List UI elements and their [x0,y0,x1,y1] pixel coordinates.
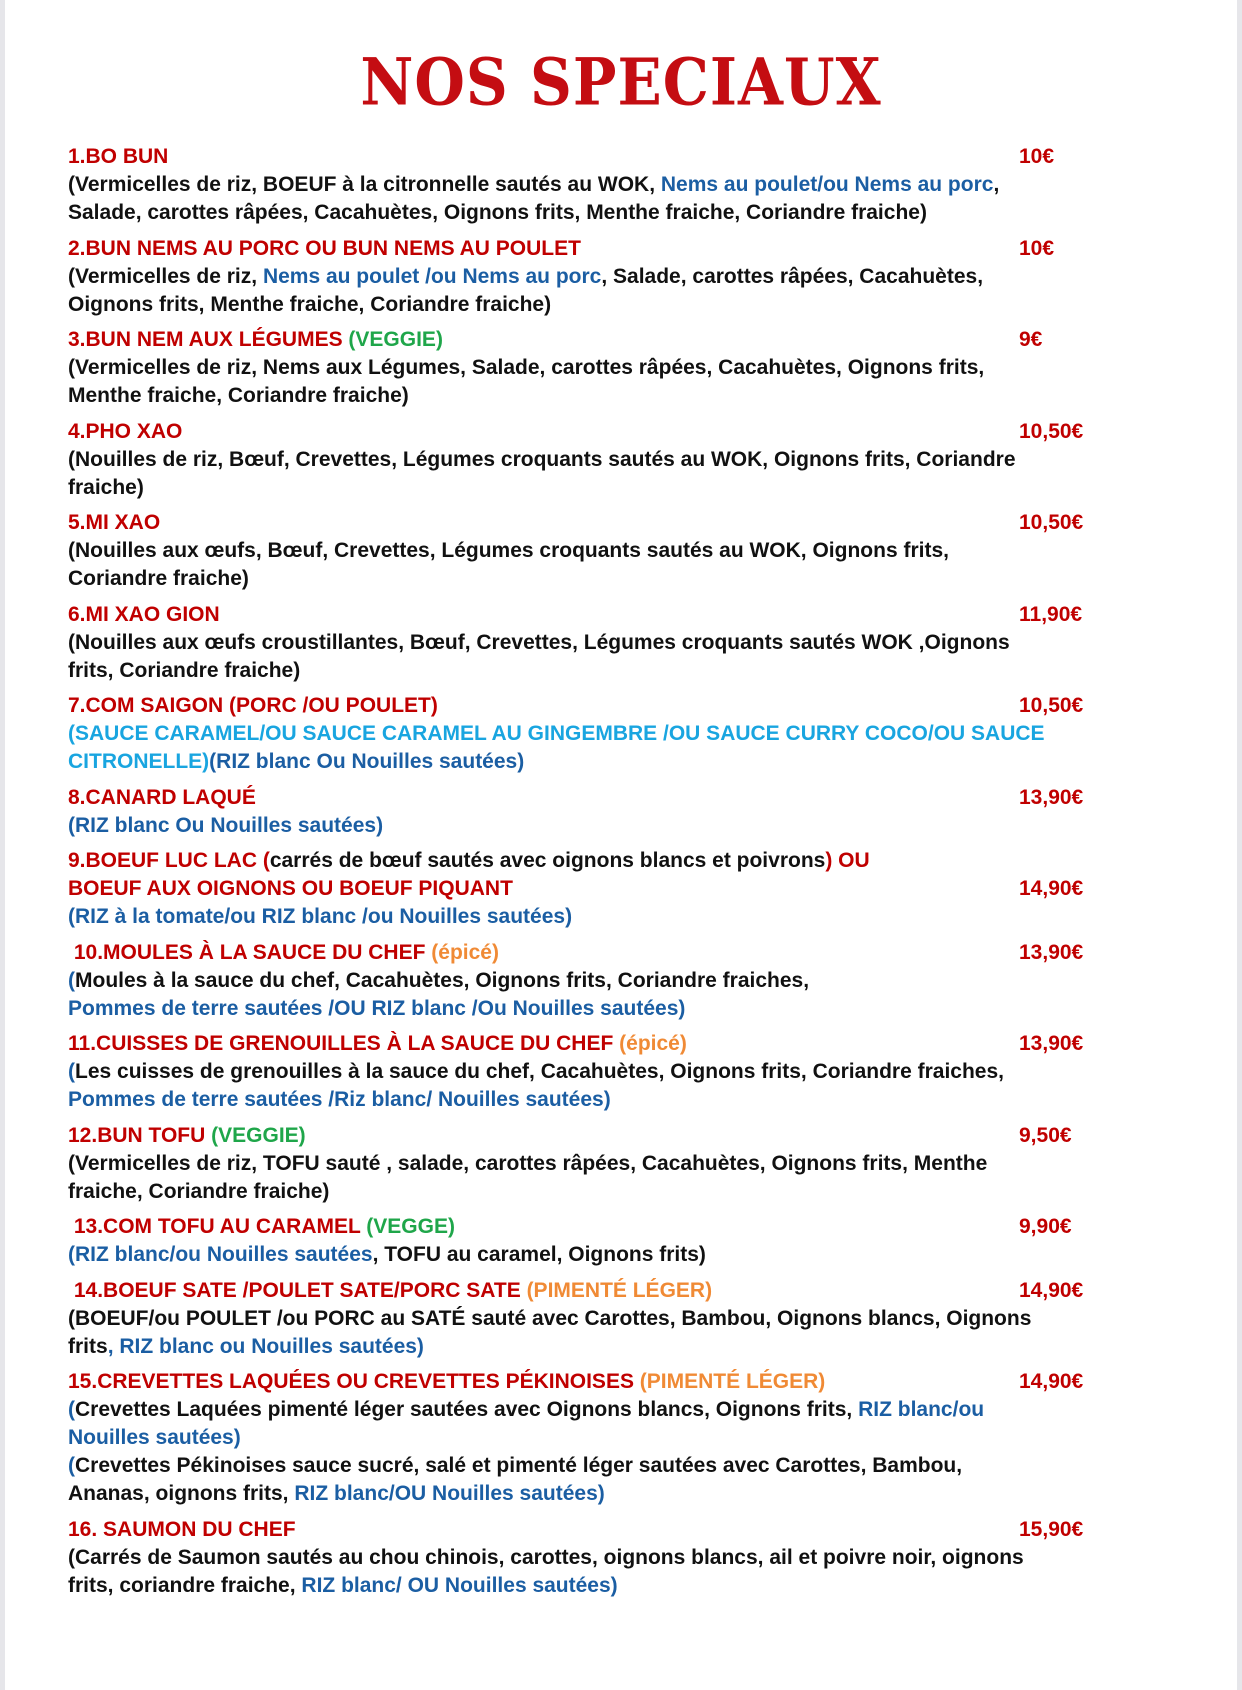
menu-item [68,1277,1188,1361]
item-description-text: (Nouilles de riz, Bœuf, Crevettes, Légumes croquants sautés au WOK, Oignons frits, Coriandre [68,447,1016,471]
item-description [68,446,1188,474]
item-description-text: Pommes de terre sautées /Riz blanc/ Nouilles sautées) [68,1088,611,1111]
item-heading [68,1030,1188,1058]
item-heading-text: (épicé) [431,940,499,964]
item-description-text: Salade, carottes râpées, Cacahuètes, Oignons frits, Menthe fraiche, Coriandre fraiche) [68,201,927,224]
item-description-text: Ananas, oignons frits, [68,1482,295,1505]
item-description-text: frits, Coriandre fraiche) [68,658,301,682]
menu-item [68,1213,1188,1269]
item-description [68,263,1188,291]
item-description-text: RIZ blanc/ou [858,1398,985,1421]
item-heading [68,1516,1188,1544]
item-heading-text: (VEGGIE) [348,328,443,351]
item-description-text: ( [68,1060,75,1083]
item-description-text: frits, coriandre fraiche, [68,1573,302,1597]
item-price: 13,90€ [1019,940,1084,964]
menu-item [68,235,1188,319]
item-description [68,1178,1188,1206]
item-heading-text: (VEGGE) [366,1215,455,1238]
item-description-text: Oignons frits, Menthe fraiche, Coriandre fraiche) [68,292,552,316]
item-description-text: (Nouilles aux œufs, Bœuf, Crevettes, Légumes croquants sautés au WOK, Oignons frits, [68,539,949,562]
item-heading-text: 3.BUN NEM AUX LÉGUMES [68,328,349,351]
item-description [68,1150,1188,1178]
item-heading-text: (VEGGIE) [211,1123,306,1147]
item-price: 10,50€ [1019,419,1084,443]
item-price: 10€ [1019,236,1055,260]
item-price: 10,50€ [1019,694,1084,717]
item-price: 9,90€ [1019,1215,1072,1238]
item-description-text: , Salade, carottes râpées, Cacahuètes, [601,264,984,288]
item-description [68,657,1188,685]
item-description-text: (SAUCE CARAMEL/OU SAUCE CARAMEL AU GINGEMBRE /OU SAUCE CURRY COCO/OU SAUCE [68,722,1045,745]
item-description-text: CITRONELLE) [68,750,210,773]
item-description-text: Moules à la sauce du chef, Cacahuètes, Oignons frits, Coriandre fraiches, [75,968,810,992]
item-description-text: Nems au poulet /ou Nems au porc [262,264,602,288]
item-description-text: Menthe fraiche, Coriandre fraiche) [68,384,409,407]
item-description-text: (RIZ blanc Ou Nouilles sautées) [68,813,384,837]
item-description [68,1333,1188,1361]
item-heading [68,143,1188,171]
item-heading-text: 8.CANARD LAQUÉ [68,785,256,809]
item-description-text: , RIZ blanc ou Nouilles sautées) [107,1334,424,1358]
menu-item [68,601,1188,685]
item-description-text: frits [68,1334,108,1358]
item-description-text: RIZ blanc/ OU Nouilles sautées) [301,1573,618,1597]
item-description [68,565,1188,593]
item-heading-text: 6.MI XAO GION [68,602,220,626]
item-heading [68,1213,1188,1241]
item-price: 14,90€ [1019,1278,1084,1302]
item-heading-text: 15.CREVETTES LAQUÉES OU CREVETTES PÉKINOISES [68,1370,640,1393]
item-heading-text: 1.BO BUN [68,145,169,168]
item-heading-text: 11.CUISSES DE GRENOUILLES À LA SAUCE DU CHEF [68,1032,620,1055]
item-description [68,537,1188,565]
item-description-text: fraiche, Coriandre fraiche) [68,1179,330,1203]
item-heading [68,235,1188,263]
item-description [68,1480,1188,1508]
item-heading [68,847,1188,875]
item-description [68,812,1188,840]
item-heading [68,939,1188,967]
item-description [68,171,1188,199]
item-description-text: Crevettes Laquées pimenté léger sautées avec Oignons blancs, Oignons frits, [75,1398,859,1421]
item-heading [68,509,1188,537]
item-heading [68,418,1188,446]
item-description [68,1241,1188,1269]
menu-item [68,509,1188,593]
item-heading-text: 5.MI XAO [68,511,161,534]
item-description-text: (Vermicelles de riz, TOFU sauté , salade, carottes râpées, Cacahuètes, Oignons frits, Menthe [68,1151,988,1175]
menu-item [68,784,1188,840]
item-description [68,1544,1188,1572]
item-heading [68,875,1188,903]
menu-item [68,1516,1188,1600]
item-description-text: Crevettes Pékinoises sauce sucré, salé et pimenté léger sautées avec Carottes, Bambou, [75,1454,963,1477]
item-price: 10,50€ [1019,511,1084,534]
menu-item [68,1122,1188,1206]
item-description-text: Nems au poulet/ou Nems au porc [660,173,994,196]
item-description-text: (Nouilles aux œufs croustillantes, Bœuf, Crevettes, Légumes croquants sautés WOK ,Oignons [68,630,1010,654]
item-heading-text: (épicé) [619,1032,687,1055]
item-description-text: Nouilles sautées) [68,1426,241,1449]
item-description [68,1396,1188,1424]
item-description-text: ( [68,1454,75,1477]
menu-list [68,143,1188,1607]
item-description-text: (RIZ blanc Ou Nouilles sautées) [209,750,525,773]
menu-item [68,418,1188,502]
item-description-text: , [993,173,1000,196]
item-heading-text: ) OU [825,849,870,872]
menu-item [68,847,1188,931]
item-price: 14,90€ [1019,877,1084,900]
item-heading [68,784,1188,812]
menu-item [68,1368,1188,1508]
item-heading-text: carrés de bœuf sautés avec oignons blancs et poivrons [269,849,826,872]
item-heading-text: 14.BOEUF SATE /POULET SATE/PORC SATE [68,1278,527,1302]
item-heading-text: 16. SAUMON DU CHEF [68,1517,296,1541]
item-description-text: (Vermicelles de riz, BOEUF à la citronnelle sautés au WOK, [68,173,661,196]
menu-item [68,326,1188,410]
item-description [68,720,1188,748]
item-price: 11,90€ [1019,602,1083,626]
item-description [68,629,1188,657]
item-description-text: Les cuisses de grenouilles à la sauce du chef, Cacahuètes, Oignons frits, Coriandre fraiches, [75,1060,1004,1083]
page-title: NOS SPECIAUX [360,43,882,121]
item-price: 14,90€ [1019,1370,1084,1393]
item-description [68,199,1188,227]
item-description-text: (Carrés de Saumon sautés au chou chinois, carottes, oignons blancs, ail et poivre noir, oignons [68,1545,1024,1569]
item-heading-text: 12.BUN TOFU [68,1123,212,1147]
item-description [68,291,1188,319]
item-description [68,903,1188,931]
item-heading [68,326,1188,354]
item-heading [68,601,1188,629]
item-price: 13,90€ [1019,1032,1084,1055]
item-description-text: fraiche) [68,475,144,499]
item-description [68,354,1188,382]
item-description-text: RIZ blanc/OU Nouilles sautées) [294,1482,605,1505]
item-description-text: ( [68,1398,75,1421]
item-description [68,1058,1188,1086]
item-description-text: Pommes de terre sautées /OU RIZ blanc /Ou Nouilles sautées) [68,996,686,1020]
item-heading-text: 4.PHO XAO [68,419,183,443]
menu-item [68,939,1188,1023]
item-heading [68,1122,1188,1150]
item-description [68,474,1188,502]
item-description-text: Coriandre fraiche) [68,567,249,590]
menu-item [68,692,1188,776]
item-description [68,1452,1188,1480]
item-description-text: (Vermicelles de riz, Nems aux Légumes, Salade, carottes râpées, Cacahuètes, Oignons frits, [68,356,985,379]
item-description-text: (RIZ blanc/ou Nouilles sautées [68,1243,373,1266]
menu-item [68,1030,1188,1114]
item-price: 15,90€ [1019,1517,1084,1541]
item-description-text: (BOEUF/ou POULET /ou PORC au SATÉ sauté avec Carottes, Bambou, Oignons blancs, Oignons [68,1306,1032,1330]
item-description [68,748,1188,776]
item-heading-text: BOEUF AUX OIGNONS OU BOEUF PIQUANT [68,877,513,900]
item-heading-text: 9.BOEUF LUC LAC ( [68,849,270,872]
item-heading-text: (PIMENTÉ LÉGER) [526,1278,713,1302]
menu-item [68,143,1188,227]
item-heading-text: 10.MOULES À LA SAUCE DU CHEF [68,940,432,964]
item-heading-text: 13.COM TOFU AU CARAMEL [68,1215,367,1238]
item-heading-text: 2.BUN NEMS AU PORC OU BUN NEMS AU POULET [68,236,581,260]
item-heading [68,1368,1188,1396]
item-price: 10€ [1019,145,1055,168]
item-price: 9,50€ [1019,1123,1072,1147]
item-description [68,1424,1188,1452]
item-description [68,1086,1188,1114]
item-heading-text: (PIMENTÉ LÉGER) [639,1370,826,1393]
item-description [68,1305,1188,1333]
item-description-text: , TOFU au caramel, Oignons frits) [372,1243,706,1266]
item-description-text: (Vermicelles de riz, [68,264,263,288]
item-description-text: ( [68,968,75,992]
item-description-text: (RIZ à la tomate/ou RIZ blanc /ou Nouilles sautées) [68,905,573,928]
item-description [68,967,1188,995]
item-description [68,382,1188,410]
item-price: 13,90€ [1019,785,1084,809]
item-description [68,995,1188,1023]
item-description [68,1572,1188,1600]
item-price: 9€ [1019,328,1043,351]
item-heading-text: 7.COM SAIGON (PORC /OU POULET) [68,694,438,717]
item-heading [68,692,1188,720]
item-heading [68,1277,1188,1305]
